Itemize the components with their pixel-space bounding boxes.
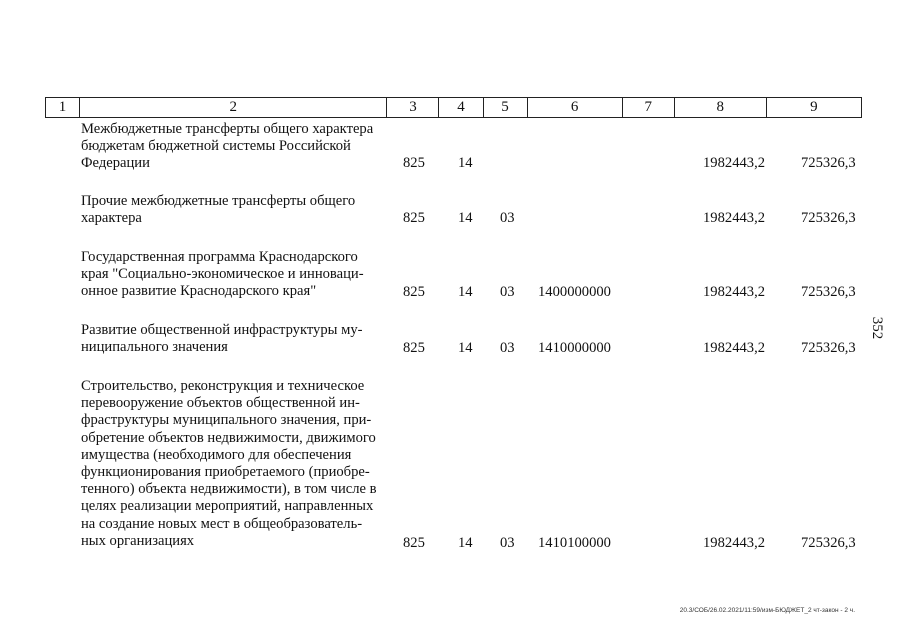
row-description — [81, 249, 386, 301]
cell-col-4: 14 — [458, 155, 473, 171]
description-line: на создание новых мест в общеобразователь- — [81, 515, 363, 532]
cell-col-4: 14 — [458, 340, 473, 356]
cell-col-9: 725326,3 — [801, 340, 856, 356]
header-col-7: 7 — [622, 98, 674, 118]
row-description — [81, 322, 386, 356]
cell-col-8: 1982443,2 — [703, 155, 766, 171]
header-col-2: 2 — [80, 98, 387, 118]
description-line: ниципального значения — [81, 339, 228, 356]
cell-col-8: 1982443,2 — [703, 535, 766, 551]
header-col-3: 3 — [387, 98, 439, 118]
cell-col-3: 825 — [403, 340, 425, 356]
header-col-5: 5 — [483, 98, 527, 118]
cell-col-9: 725326,3 — [801, 284, 856, 300]
cell-col-3: 825 — [403, 284, 425, 300]
footer-file-stamp: 20.3/СОБ/26.02.2021/11:59/изм-БЮДЖЕТ_2 чт-закон - 2 ч. — [679, 607, 855, 614]
description-line: имущества (необходимого для обеспечения — [81, 446, 352, 463]
header-col-4: 4 — [439, 98, 483, 118]
description-line: характера — [81, 210, 142, 227]
cell-col-4: 14 — [458, 284, 473, 300]
description-line: Федерации — [81, 155, 150, 172]
cell-col-4: 14 — [458, 210, 473, 226]
description-line: перевооружение объектов общественной ин- — [81, 395, 360, 412]
description-line: Прочие межбюджетные трансферты общего — [81, 193, 356, 209]
cell-col-6: 1410000000 — [538, 340, 611, 356]
row-description — [81, 121, 386, 173]
row-description — [81, 378, 386, 550]
header-col-6: 6 — [527, 98, 622, 118]
description-line: ных организациях — [81, 532, 195, 549]
description-line: онное развитие Краснодарского края" — [81, 283, 317, 300]
cell-col-3: 825 — [403, 155, 425, 171]
description-line: целях реализации мероприятий, направленных — [81, 498, 374, 515]
description-line: обретение объектов недвижимости, движимого — [81, 429, 376, 446]
header-col-9: 9 — [766, 98, 861, 118]
cell-col-9: 725326,3 — [801, 210, 856, 226]
cell-col-3: 825 — [403, 210, 425, 226]
description-line: Развитие общественной инфраструктуры му- — [81, 322, 363, 338]
description-line: бюджетам бюджетной системы Российской — [81, 138, 351, 155]
cell-col-4: 14 — [458, 535, 473, 551]
cell-col-5: 03 — [500, 210, 515, 226]
description-line: фраструктуры муниципального значения, при- — [81, 412, 372, 429]
header-col-1: 1 — [46, 98, 80, 118]
cell-col-6: 1400000000 — [538, 284, 611, 300]
table-header — [45, 97, 862, 118]
description-line: Межбюджетные трансферты общего характера — [81, 121, 374, 137]
cell-col-9: 725326,3 — [801, 535, 856, 551]
header-col-8: 8 — [674, 98, 766, 118]
cell-col-6: 1410100000 — [538, 535, 611, 551]
cell-col-5: 03 — [500, 284, 515, 300]
page-number: 352 — [869, 316, 885, 340]
description-line: Государственная программа Краснодарского — [81, 249, 358, 265]
description-line: Строительство, реконструкция и техническое — [81, 378, 365, 394]
description-line: функционирования приобретаемого (приобре- — [81, 464, 370, 481]
description-line: края "Социально-экономическое и инноваци- — [81, 266, 364, 283]
cell-col-8: 1982443,2 — [703, 210, 766, 226]
cell-col-5: 03 — [500, 535, 515, 551]
cell-col-9: 725326,3 — [801, 155, 856, 171]
cell-col-3: 825 — [403, 535, 425, 551]
description-line: тенного) объекта недвижимости), в том числе в — [81, 481, 377, 498]
cell-col-5: 03 — [500, 340, 515, 356]
cell-col-8: 1982443,2 — [703, 340, 766, 356]
row-description — [81, 193, 386, 227]
cell-col-8: 1982443,2 — [703, 284, 766, 300]
